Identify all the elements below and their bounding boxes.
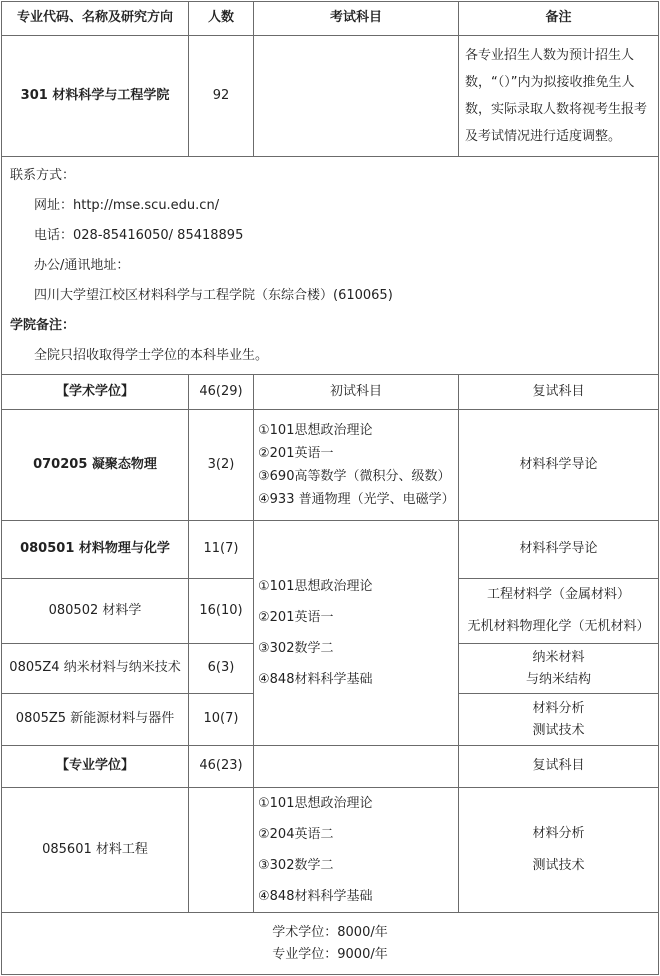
- contact-row: [2, 157, 659, 375]
- school-count: 92: [189, 36, 254, 157]
- fee-academic: 学术学位：8000/年: [272, 924, 388, 940]
- major-name: 070205 凝聚态物理: [2, 410, 189, 521]
- major-count: 6(3): [189, 644, 254, 694]
- major-row: [2, 521, 659, 579]
- major-retest: 材料科学导论: [459, 521, 659, 579]
- major-retest: [459, 644, 659, 694]
- contact-title: 联系方式：: [10, 167, 76, 183]
- school-row: [2, 36, 659, 157]
- header-count: 人数: [189, 2, 254, 36]
- major-name: 085601 材料工程: [2, 788, 189, 913]
- retest-item: 测试技术: [532, 722, 585, 738]
- major-name: 0805Z5 新能源材料与器件: [2, 694, 189, 746]
- major-retest: [459, 694, 659, 746]
- academic-header-row: [2, 375, 659, 410]
- major-row: [2, 788, 659, 913]
- academic-label: 【学术学位】: [2, 375, 189, 410]
- major-name: 080502 材料学: [2, 579, 189, 644]
- contact-address: 四川大学望江校区材料科学与工程学院（东综合楼）(610065): [34, 287, 393, 303]
- shared-exams: [254, 521, 459, 746]
- major-count-empty: [189, 788, 254, 913]
- exam-item: ③302数学二: [258, 858, 334, 873]
- professional-label: 【专业学位】: [2, 746, 189, 788]
- major-count: 16(10): [189, 579, 254, 644]
- major-count: 10(7): [189, 694, 254, 746]
- major-name: 080501 材料物理与化学: [2, 521, 189, 579]
- header-row: [2, 2, 659, 36]
- exam-item: ②201英语一: [258, 610, 334, 625]
- major-name: 0805Z4 纳米材料与纳米技术: [2, 644, 189, 694]
- exam-item: ②201英语一: [258, 446, 334, 461]
- professional-header-row: [2, 746, 659, 788]
- school-note: 各专业招生人数为预计招生人数，“（）”内为拟接收推免生人数，实际录取人数将视考生报考及考试情况进行适度调整。: [459, 36, 659, 157]
- exam-item: ①101思想政治理论: [258, 579, 373, 594]
- fee-row: [2, 913, 659, 975]
- professional-initial-empty: [254, 746, 459, 788]
- exam-item: ④933 普通物理（光学、电磁学）: [258, 492, 455, 507]
- major-exams: [254, 410, 459, 521]
- retest-item: 材料分析: [532, 826, 585, 841]
- exam-item: ④848材料科学基础: [258, 889, 373, 904]
- school-remark: 全院只招收取得学士学位的本科毕业生。: [34, 347, 269, 363]
- academic-retest-header: 复试科目: [459, 375, 659, 410]
- retest-item: 材料分析: [532, 700, 585, 716]
- retest-item: 纳米材料: [532, 649, 585, 665]
- header-major: 专业代码、名称及研究方向: [2, 2, 189, 36]
- contact-block: [2, 157, 659, 375]
- professional-retest-header: 复试科目: [459, 746, 659, 788]
- fee-professional: 专业学位：9000/年: [272, 946, 388, 962]
- major-retest: 材料科学导论: [459, 410, 659, 521]
- exam-item: ①101思想政治理论: [258, 796, 373, 811]
- major-count: 3(2): [189, 410, 254, 521]
- header-exams: 考试科目: [254, 2, 459, 36]
- academic-initial-header: 初试科目: [254, 375, 459, 410]
- school-remark-title: 学院备注：: [10, 317, 76, 333]
- exam-item: ③690高等数学（微积分、级数）: [258, 469, 451, 484]
- header-notes: 备注: [459, 2, 659, 36]
- major-retest: [459, 579, 659, 644]
- admission-table: [1, 1, 659, 975]
- retest-item: 无机材料物理化学（无机材料）: [467, 619, 650, 634]
- school-exams-empty: [254, 36, 459, 157]
- exam-item: ①101思想政治理论: [258, 423, 373, 438]
- professional-count: 46(23): [189, 746, 254, 788]
- retest-item: 与纳米结构: [525, 671, 591, 687]
- exam-item: ②204英语二: [258, 827, 334, 842]
- exam-item: ③302数学二: [258, 641, 334, 656]
- major-count: 11(7): [189, 521, 254, 579]
- contact-address-label: 办公/通讯地址：: [34, 257, 130, 273]
- major-row: [2, 410, 659, 521]
- major-exams: [254, 788, 459, 913]
- school-name: 301 材料科学与工程学院: [2, 36, 189, 157]
- retest-item: 工程材料学（金属材料）: [486, 587, 630, 602]
- major-retest: [459, 788, 659, 913]
- academic-count: 46(29): [189, 375, 254, 410]
- contact-website: 网址：http://mse.scu.edu.cn/: [34, 197, 220, 213]
- tuition-fees: [2, 913, 659, 975]
- contact-phone: 电话：028-85416050/ 85418895: [34, 227, 244, 243]
- retest-item: 测试技术: [532, 858, 585, 873]
- exam-item: ④848材料科学基础: [258, 672, 373, 687]
